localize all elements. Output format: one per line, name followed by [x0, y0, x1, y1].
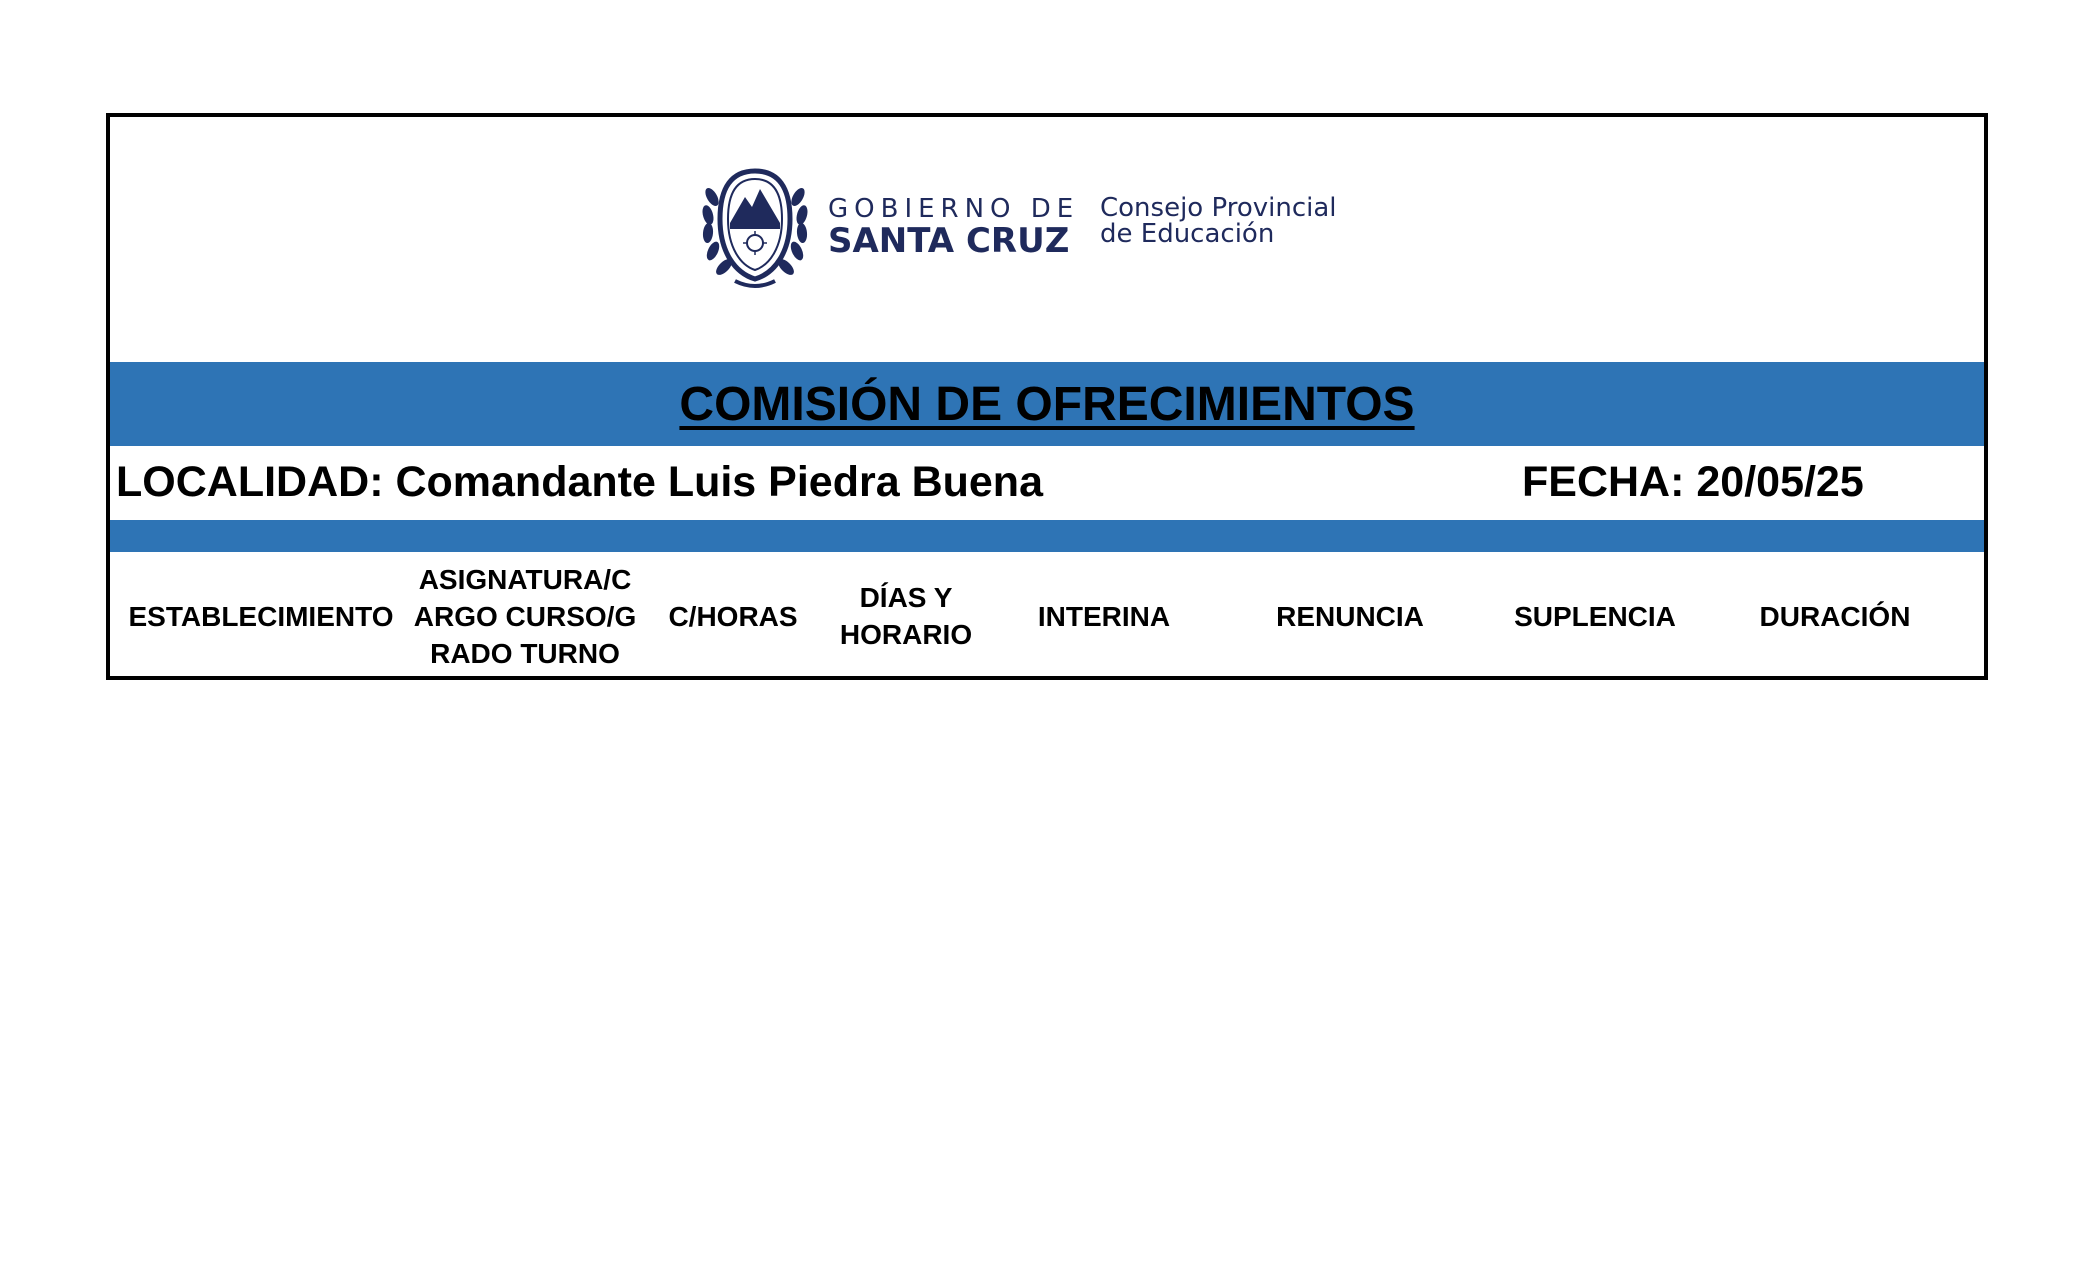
column-header-horas: C/HORAS	[668, 600, 798, 632]
page-title: COMISIÓN DE OFRECIMIENTOS	[679, 377, 1415, 431]
column-header-suplencia: SUPLENCIA	[1514, 600, 1676, 632]
column-header-renuncia: RENUNCIA	[1276, 600, 1424, 632]
coat-of-arms-icon	[700, 157, 810, 293]
column-header-establecimiento: ESTABLECIMIENTO	[128, 600, 394, 632]
title-band	[110, 362, 1984, 446]
column-header-asignatura	[412, 552, 638, 680]
separator-band	[110, 520, 1984, 552]
council-name	[1100, 195, 1337, 247]
council-line-2: de Educación	[1100, 219, 1275, 249]
column-header-interina: INTERINA	[1037, 600, 1171, 632]
province-name: SANTA CRUZ	[828, 221, 1070, 261]
council-line-1: Consejo Provincial	[1100, 193, 1337, 223]
localidad-label: LOCALIDAD: Comandante Luis Piedra Buena	[116, 458, 1043, 506]
fecha-label: FECHA: 20/05/25	[1522, 458, 1864, 506]
info-row	[110, 446, 1984, 520]
column-header-duracion: DURACIÓN	[1759, 600, 1911, 632]
column-header-dias-horario: DÍAS Y HORARIO	[839, 582, 973, 650]
logo-header	[110, 117, 1984, 360]
document-frame	[106, 113, 1988, 680]
column-header-asignatura-text: ASIGNATURA/CARGO CURSO/GRADO TURNO	[413, 563, 637, 669]
table-header-row	[110, 552, 1984, 680]
government-label: GOBIERNO DE	[828, 194, 1080, 224]
